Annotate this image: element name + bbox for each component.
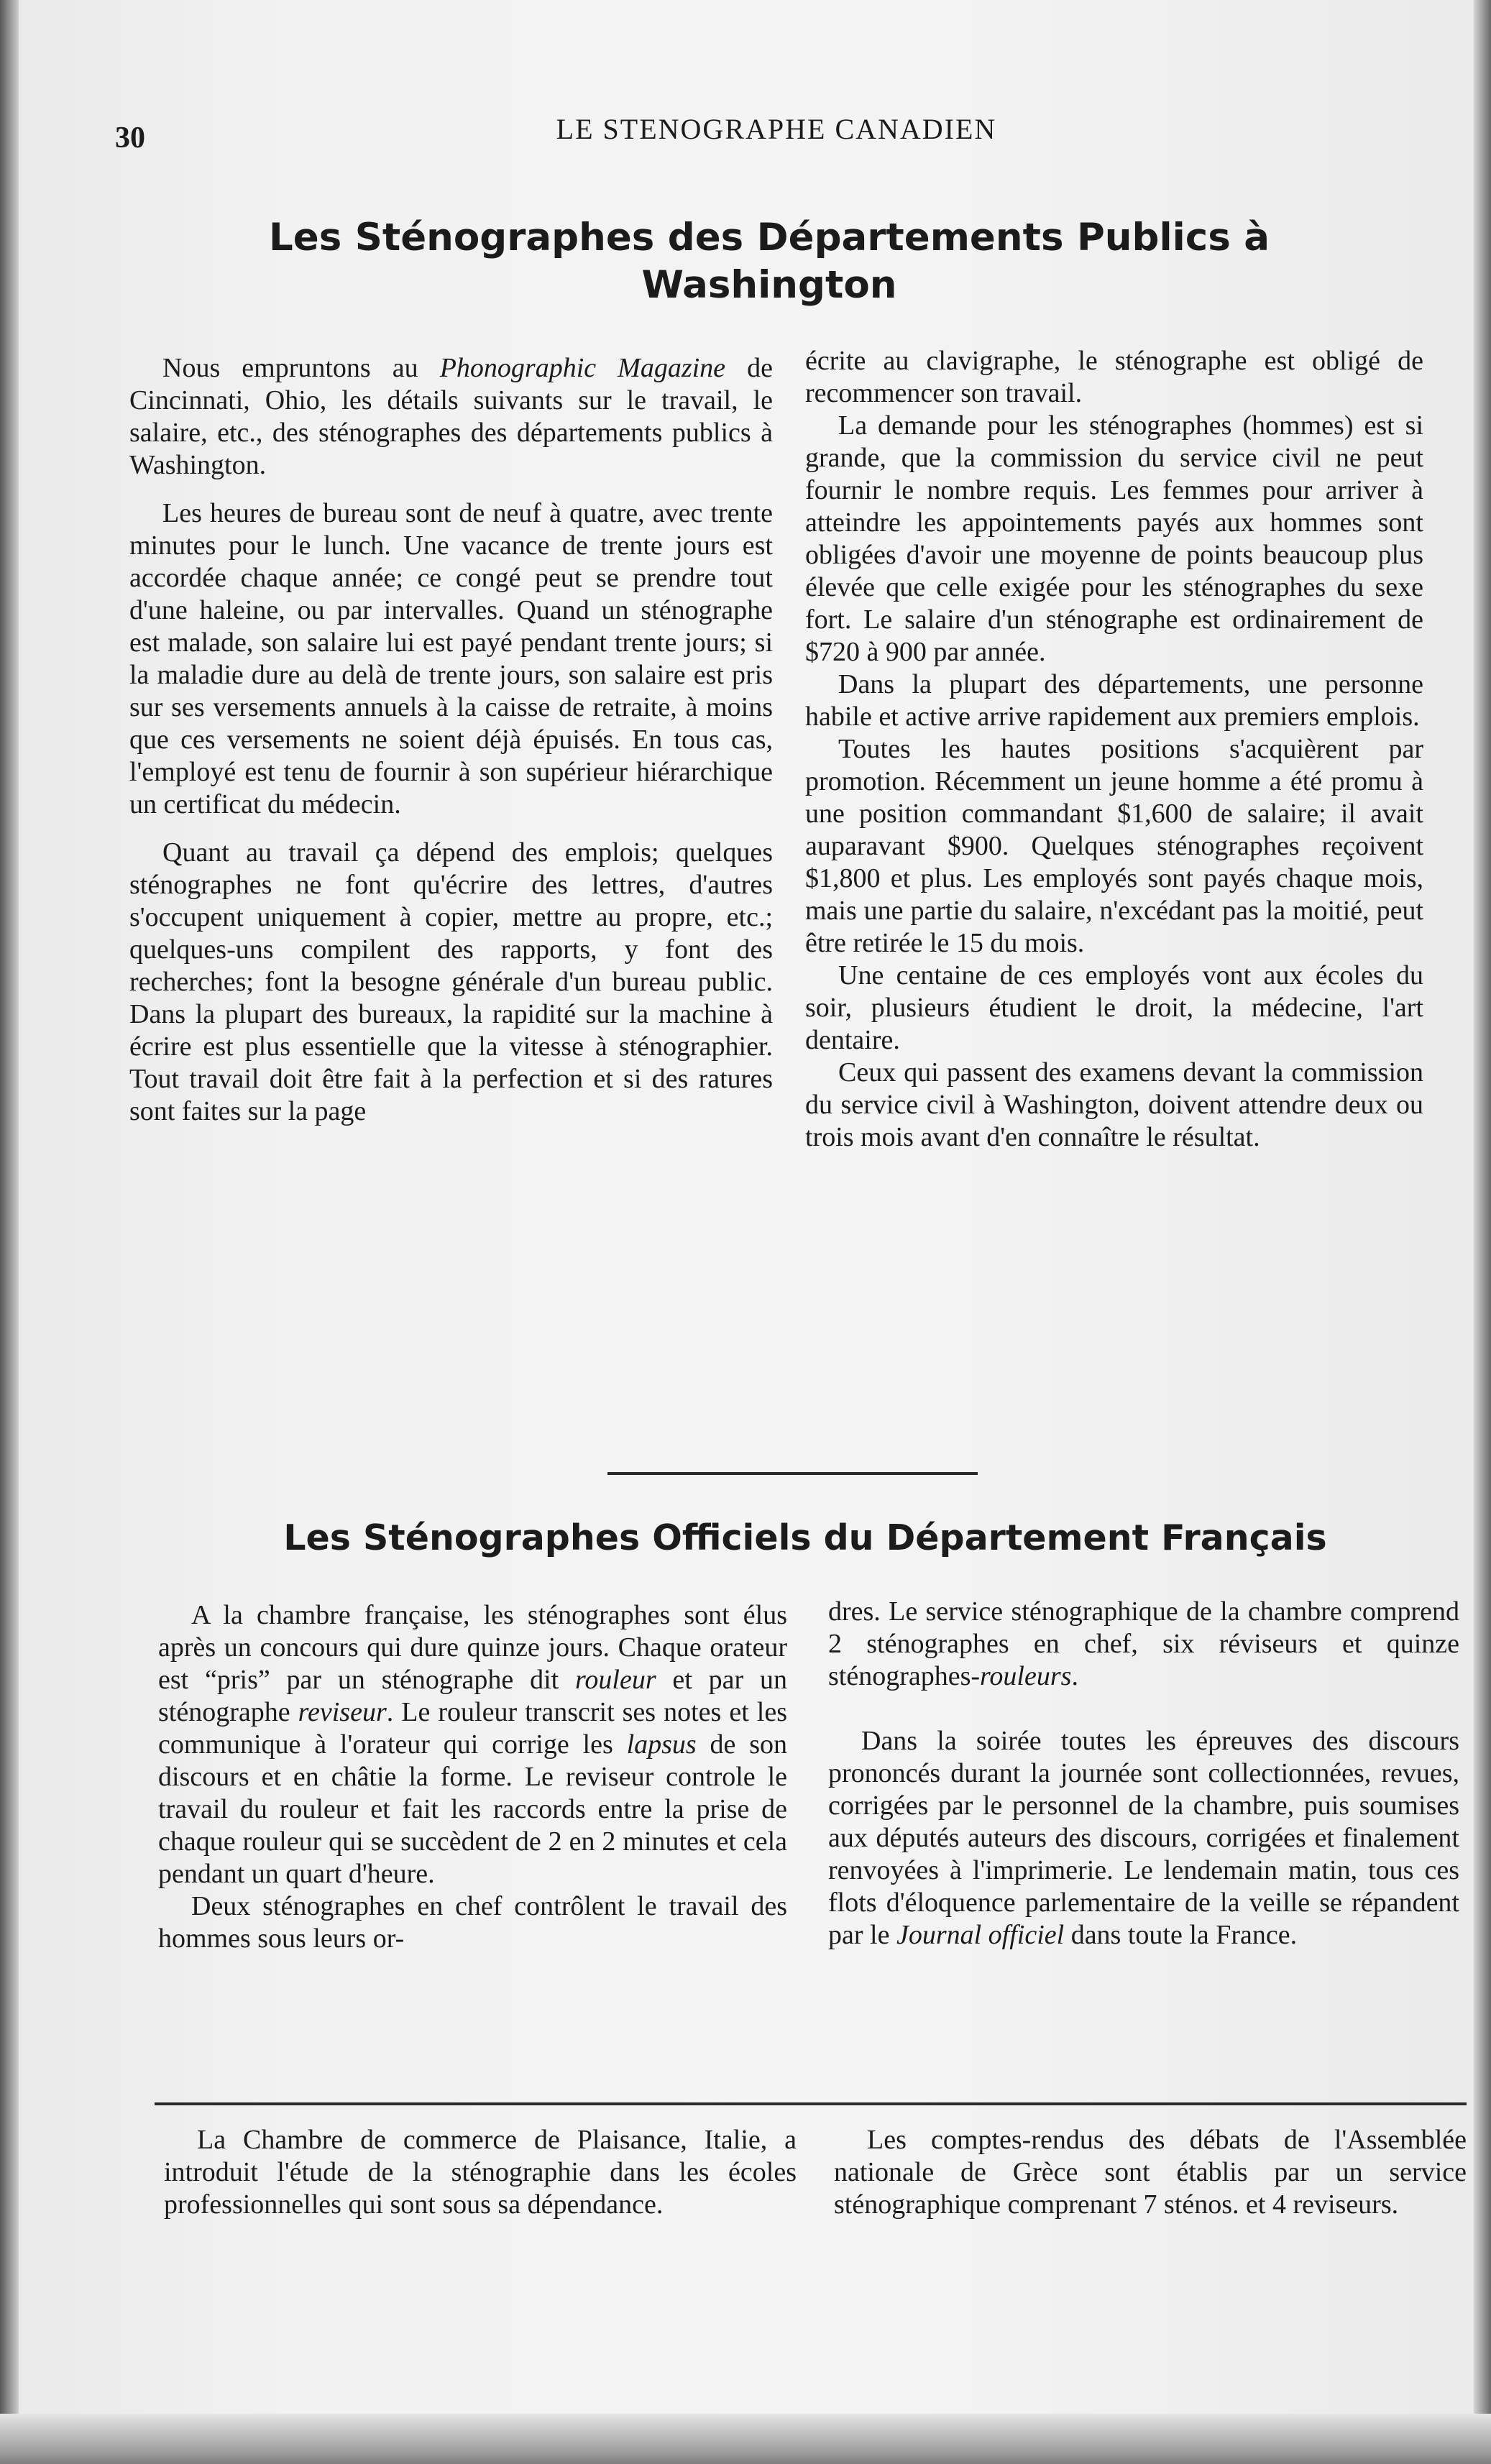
note-grece: Les comptes-rendus des débats de l'Assemblée nationale de Grèce sont établis par un service sténographique comprenant 7 sténos. et 4 reviseurs.: [834, 2125, 1467, 2220]
article1-paragraph-4: écrite au clavigraphe, le sténographe est obligé de recommencer son travail.: [805, 346, 1423, 408]
running-title: LE STENOGRAPHE CANADIEN: [556, 113, 997, 145]
article1-paragraph-7: Toutes les hautes positions s'acquièrent par promotion. Récemment un jeune homme a été promu à une position commandant $1,600 de salaire; il avait auparavant $900. Quelques sténographes reçoivent $1,800 et plus. Les employés sont payés chaque mois, mais une partie du salaire, n'excédant pas la moitié, peut être retirée le 15 du mois.: [805, 734, 1423, 958]
article2-paragraph-1: A la chambre française, les sténographes sont élus après un concours qui dure quinze jours. Chaque orateur est “pris” par un sténographe dit rouleur et par un sténographe reviseur. Le rouleur transcrit ses notes et les communique à l'orateur qui corrige les lapsus de son discours et en châtie la forme. Le reviseur controle le travail du rouleur et fait les raccords entre la prise de chaque rouleur qui se succèdent de 2 en 2 minutes et cela pendant un quart d'heure.: [158, 1600, 787, 1889]
article1-paragraph-9: Ceux qui passent des examens devant la commission du service civil à Washington, doivent attendre deux ou trois mois avant d'en connaître le résultat.: [805, 1057, 1423, 1152]
article1-paragraph-8: Une centaine de ces employés vont aux écoles du soir, plusieurs étudient le droit, la médecine, l'art dentaire.: [805, 960, 1423, 1055]
page-edge-right: [1474, 0, 1491, 2464]
article1-column-right: [805, 345, 1423, 1154]
note-plaisance: La Chambre de commerce de Plaisance, Italie, a introduit l'étude de la sténographie dans les écoles professionnelles qui sont sous sa dépendance.: [164, 2125, 797, 2220]
magazine-title: Phonographic Magazine: [439, 353, 726, 383]
article1-paragraph-2: Les heures de bureau sont de neuf à quatre, avec trente minutes pour le lunch. Une vacance de trente jours est accordée chaque année; ce congé peut se prendre tout d'une haleine, ou par intervalles. Quand un sténographe est malade, son salaire lui est payé pendant trente jours; si la maladie dure au delà de trente jours, son salaire est pris sur ses versements annuels à la caisse de retraite, à moins que ces versements ne soient déjà épuisés. En tous cas, l'employé est tenu de fournir à son supérieur hiérarchique un certificat du médecin.: [129, 498, 773, 819]
journal-title: Journal officiel: [896, 1920, 1065, 1950]
article-title-france: Les Sténographes Officiels du Département Français: [283, 1517, 1327, 1558]
article1-column-left: [129, 352, 773, 1128]
article1-paragraph-1: Nous empruntons au Phonographic Magazine de Cincinnati, Ohio, les détails suivants sur le travail, le salaire, etc., des sténographes des départements publics à Washington.: [129, 353, 773, 480]
note-right: [834, 2124, 1467, 2221]
article2-paragraph-3: dres. Le service sténographique de la chambre comprend 2 sténographes en chef, six réviseurs et quinze sténographes-rouleurs.: [828, 1596, 1459, 1691]
article1-paragraph-5: La demande pour les sténographes (hommes) est si grande, que la commission du service civil ne peut fournir le nombre requis. Les femmes pour arriver à atteindre les appointements payés aux hommes sont obligées d'avoir une moyenne de points beaucoup plus élevée que celle exigée pour les sténographes du sexe fort. Le salaire d'un sténographe est ordinairement de $720 à 900 par année.: [805, 410, 1423, 667]
page-edge-bottom: [0, 2414, 1491, 2464]
article2-paragraph-4: Dans la soirée toutes les épreuves des discours prononcés durant la journée sont collectionnées, revues, corrigées par le personnel de la chambre, puis soumises aux députés auteurs des discours, corrigées et finalement renvoyées à l'imprimerie. Le lendemain matin, tous ces flots d'éloquence parlementaire de la veille se répandent par le Journal officiel dans toute la France.: [828, 1726, 1459, 1950]
article-title-washington: Les Sténographes des Départements Publics à Washington: [269, 216, 1270, 307]
article2-column-right: [828, 1596, 1459, 1952]
article2-column-left: [158, 1599, 787, 1955]
page-edge-left: [0, 0, 19, 2464]
article2-paragraph-2: Deux sténographes en chef contrôlent le travail des hommes sous leurs or-: [158, 1891, 787, 1954]
article1-paragraph-3: Quant au travail ça dépend des emplois; quelques sténographes ne font qu'écrire des lettres, d'autres s'occupent uniquement à copier, mettre au propre, etc.; quelques-uns compilent des rapports, y font des recherches; font la besogne générale d'un bureau public. Dans la plupart des bureaux, la rapidité sur la machine à écrire est plus essentielle que la vitesse à sténographier. Tout travail doit être fait à la perfection et si des ratures sont faites sur la page: [129, 837, 773, 1126]
note-left: [164, 2124, 797, 2221]
section-divider: [607, 1472, 978, 1475]
page-number: 30: [115, 121, 145, 155]
article1-paragraph-6: Dans la plupart des départements, une personne habile et active arrive rapidement aux premiers emplois.: [805, 669, 1423, 732]
notes-divider: [155, 2102, 1467, 2105]
